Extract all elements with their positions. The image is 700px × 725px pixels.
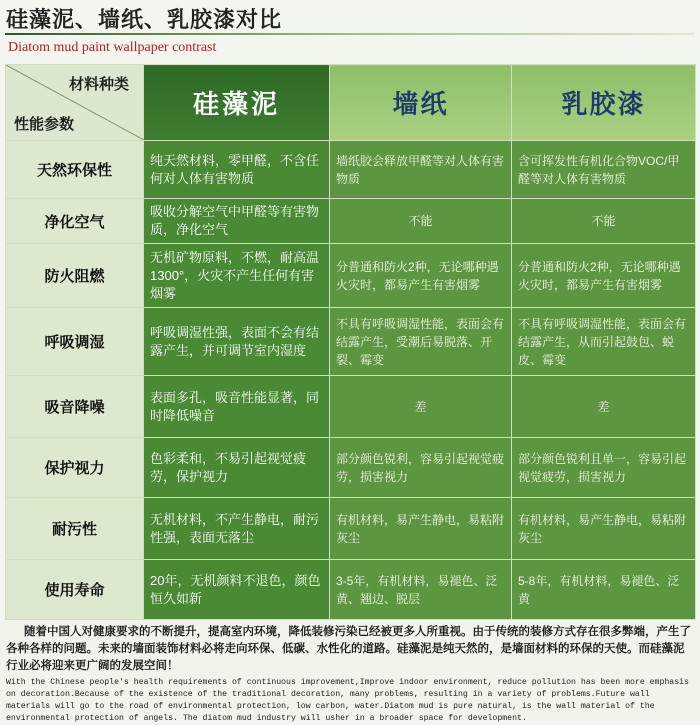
table-cell: 不能 [330, 199, 512, 244]
column-header-latex-paint: 乳胶漆 [512, 65, 696, 141]
table-cell: 差 [330, 376, 512, 438]
table-row [6, 308, 696, 376]
table-row [6, 199, 696, 244]
row-label: 呼吸调湿 [6, 308, 144, 376]
table-cell: 不能 [512, 199, 696, 244]
table-cell: 有机材料，易产生静电，易粘附灰尘 [512, 498, 696, 560]
table-cell: 3-5年，有机材料，易褪色、泛黄、翘边、脱层 [330, 560, 512, 620]
row-label: 吸音降噪 [6, 376, 144, 438]
footer-text-cn: 随着中国人对健康要求的不断提升，提高室内环境，降低装修污染已经被更多人所重视。由于传统的装修方式存在很多弊端，产生了各种各样的问题。未来的墙面装饰材料必将走向环保、低碳、水性化的道路。硅藻泥是纯天然的，是墙面材料的环保的天使。而硅藻泥行业必将迎来更广阔的发展空间！ [6, 626, 691, 672]
table-row [6, 438, 696, 498]
table-cell: 有机材料，易产生静电，易粘附灰尘 [330, 498, 512, 560]
page-title: 硅藻泥、墙纸、乳胶漆对比 [6, 7, 283, 32]
table-row [6, 244, 696, 308]
page-subtitle: Diatom mud paint wallpaper contrast [8, 40, 217, 55]
corner-label-performance: 性能参数 [14, 116, 75, 133]
title-divider [5, 33, 695, 35]
table-cell: 无机材料，不产生静电，耐污性强，表面无落尘 [144, 498, 330, 560]
table-cell: 5-8年，有机材料，易褪色、泛黄 [512, 560, 696, 620]
row-label: 保护视力 [6, 438, 144, 498]
table-cell: 部分颜色锐利，容易引起视觉疲劳，损害视力 [330, 438, 512, 498]
table-cell: 墙纸胶会释放甲醛等对人体有害物质 [330, 141, 512, 199]
row-label: 防火阻燃 [6, 244, 144, 308]
row-label: 耐污性 [6, 498, 144, 560]
comparison-table [5, 64, 695, 619]
table-cell: 部分颜色锐利且单一，容易引起视觉疲劳，损害视力 [512, 438, 696, 498]
table-cell: 差 [512, 376, 696, 438]
table-cell: 吸收分解空气中甲醛等有害物质，净化空气 [144, 199, 330, 244]
table-row [6, 498, 696, 560]
row-label: 使用寿命 [6, 560, 144, 620]
table-cell: 色彩柔和，不易引起视觉疲劳，保护视力 [144, 438, 330, 498]
footer-text-en: With the Chinese people's health requirements of continuous improvement,Improve indoor environment, reduce pollution has been more emphasis on decoration.Because of the existence of the traditional decoration, many problems, resulting in a variety of problems.Future wall materials will go to the road of environmental protection, low carbon, water.Diatom mud is pure natural, is the wall material of the environmental protection of angels. The diatom mud industry will usher in a broader space for development. [6, 678, 689, 723]
table-cell: 纯天然材料，零甲醛，不含任何对人体有害物质 [144, 141, 330, 199]
table-cell: 呼吸调湿性强，表面不会有结露产生，并可调节室内湿度 [144, 308, 330, 376]
table-cell: 含可挥发性有机化合物VOC/甲醛等对人体有害物质 [512, 141, 696, 199]
table-cell: 不具有呼吸调湿性能，表面会有结露产生，从而引起鼓包、蜕皮、霉变 [512, 308, 696, 376]
table-row [6, 376, 696, 438]
table-cell: 20年，无机颜料不退色，颜色恒久如新 [144, 560, 330, 620]
table-cell: 不具有呼吸调湿性能，表面会有结露产生，受潮后易脱落、开裂、霉变 [330, 308, 512, 376]
row-label: 净化空气 [6, 199, 144, 244]
table-cell: 表面多孔，吸音性能显著，同时降低噪音 [144, 376, 330, 438]
column-header-diatom-mud: 硅藻泥 [144, 65, 330, 141]
row-label: 天然环保性 [6, 141, 144, 199]
table-cell: 分普通和防火2种，无论哪种遇火灾时，都易产生有害烟雾 [512, 244, 696, 308]
column-header-wallpaper: 墙纸 [330, 65, 512, 141]
table-row [6, 560, 696, 620]
corner-label-material: 材料种类 [68, 76, 129, 93]
table-cell: 分普通和防火2种，无论哪种遇火灾时，都易产生有害烟雾 [330, 244, 512, 308]
table-header-row [6, 65, 696, 141]
table-corner-cell [6, 65, 144, 141]
header [0, 0, 700, 62]
table-row [6, 141, 696, 199]
table-cell: 无机矿物原料，不燃，耐高温1300°，火灾不产生任何有害烟雾 [144, 244, 330, 308]
footer [0, 620, 700, 723]
